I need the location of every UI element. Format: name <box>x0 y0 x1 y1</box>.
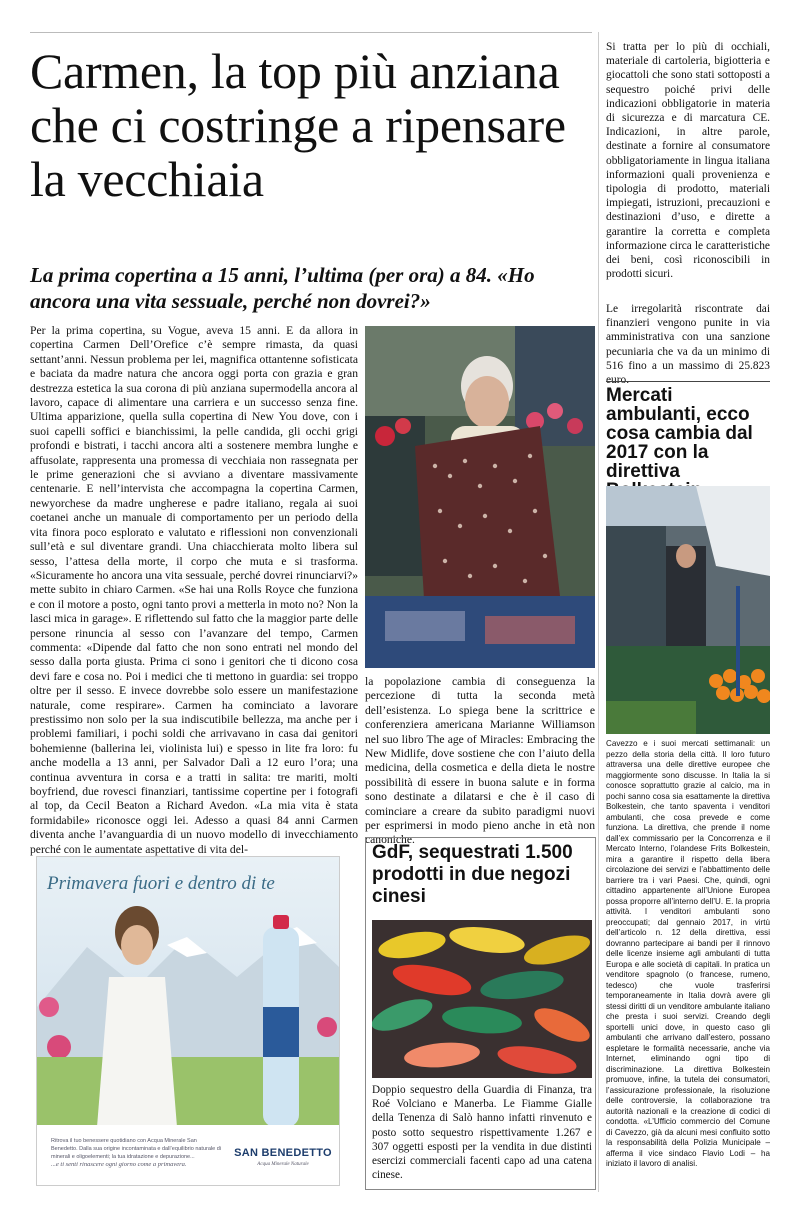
main-subheadline: La prima copertina a 15 anni, l’ultima (per ora) a 84. «Ho ancora una vita sessuale, perché non dovrei?» <box>30 263 535 313</box>
ad-tagline: ...e ti senti rinascere ogni giorno come a primavera. <box>51 1161 187 1168</box>
sidebar-rule <box>606 381 770 382</box>
mercati-body: Cavezzo e i suoi mercati settimanali: un pezzo della storia della città. Il loro futuro attraversa una delle direttive europee che maggiormente sono discusse. In Italia la si conosce soprattutto grazie al calcio, ma in pochi sanno cosa sia esattamente la direttiva Bolkestein, che tanto spaventa i venditori ambulanti, che cosa prevede e come funziona. La direttiva, che prende il nome dall’ex commissario per la Concorrenza e il Mercato Interno, l’olandese Frits Bolkestein, mira a garantire il rispetto della libera circolazione dei servizi e l’abbattimento delle barriere tra i vari Paesi. Che, quindi, ogni cittadino appartenente all’Unione Europea possa proporre all’interno dell’U. E. la propria attività. I venditori ambulanti sono preoccupati; dal gennaio 2017, in virtù dell’articolo n. 12 della direttiva, essi dovranno partecipare ai bandi per il rinnovo delle licenze insieme agli ambulanti di tutta Europa e alle società di capitali. In pratica un venditore spagnolo (o francese, rumeno, tedesco) che vuole trasferirsi temporaneamente in Italia dovrà avere gli stessi diritti di un venditore ambulante italiano che presta i suoi servizi. Creando degli sportelli unici dove, in questo caso gli ambulanti che arrivano dall’estero, possano espletare le formalità necessarie, anche via Internet, eliminando ogni tipo di discriminazione. La direttiva Bolkestein promuove, infine, la tutela dei consumatori, l’assicurazione professionale, la risoluzione delle controversie, la collaborazione tra autorità nazionali e la creazione di codici di condotta. «L’Ufficio commercio del Comune di Cavezzo, già da alcuni mesi confluito sotto la responsabilità della Polizia Municipale – afferma il vice sindaco Flavio Lodi – ha iniziato il lavoro di analisi. <box>606 739 770 1168</box>
gdf-headline: GdF, sequestrati 1.500 prodotti in due negozi cinesi <box>372 842 573 907</box>
ad-brand-sub: Acqua Minerale Naturale <box>257 1162 309 1167</box>
ad-headline: Primavera fuori e dentro di te <box>47 873 275 894</box>
advertisement-san-benedetto[interactable] <box>36 856 340 1186</box>
ad-brand-logo: SAN BENEDETTO <box>234 1147 332 1159</box>
main-headline: Carmen, la top più anziana che ci costringe a ripensare la vecchiaia <box>30 43 566 207</box>
sidebar-second-text: Le irregolarità riscontrate dai finanzieri vengono punite in via amministrativa con una sanzione pecuniaria che va da un minimo di 516 fino a un massimo di 25.823 <box>606 303 770 372</box>
gdf-body: Doppio sequestro della Guardia di Finanza, tra Roé Volciano e Manerba. Le Fiamme Gialle della Tenenza di Salò hanno infatti rinvenuto e posto sotto sequestro rispettivamente 1.267 e 307 oggetti esposti per la vendita in due distinti esercizi commerciali facenti capo ad una catena cinese. <box>372 1084 592 1182</box>
main-body-column-2: la popolazione cambia di conseguenza la percezione di tutta la seconda metà dell’esistenza. Lo spiega bene la scrittrice e conferenziera americana Marianne Williamson nel suo libro The age of Miracles: Embracing the New Midlife, dove sostiene che con l’aiuto della medicina, della cosmetica e della dieta le nostre possibilità di essere in buona salute e in forma sono destinate a dilatarsi e che è il caso di cominciare a creare da subito paradigmi nuovi per esprimersi in modo pieno anche in età non canoniche. <box>365 675 595 847</box>
mercati-headline: Mercati ambulanti, ecco cosa cambia dal 2017 con la direttiva <box>606 385 753 482</box>
column-divider <box>598 32 599 1192</box>
ad-fine-print: Ritrova il tuo benessere quotidiano con Acqua Minerale San Benedetto. Dalla sua origine incontaminata e dall’equilibrio naturale di minerali e oligoelementi; la tua idratazione e depurazione... <box>51 1138 221 1160</box>
photo-flip-flops <box>372 920 592 1078</box>
photo-market-stall <box>606 486 770 734</box>
top-rule <box>30 32 592 33</box>
sidebar-top-text: Si tratta per lo più di occhiali, materiale di cartoleria, bigiotteria e giocattoli che sono stati sottoposti a sequestro poiché privi delle indicazioni obbligatorie in materia di sicurezza e di marcatura CE. Indicazioni, in altre parole, destinate a fornire al consumatore obbligatoriamente in lingua italiana informazioni quali provenienza e tipologia di prodotto, materiali impiegati, istruzioni, precauzioni e destinazioni d’uso, e dirette a garantire la corretta e completa informazione circa le caratteristiche dei beni, così riconoscibili in prodotti sicuri. <box>606 41 770 281</box>
photo-woman-holding-blouse <box>365 326 595 668</box>
main-body-column-1: Per la prima copertina, su Vogue, aveva 15 anni. E da allora in copertina Carmen Dell’Orefice c’è sempre rimasta, da quasi settant’anni. Nessun problema per lei, magnifica ottantenne sofisticata e baciata da madre natura che ancora oggi porta con grazia e gran destrezza estetica la sua corona di più anziana supermodella ancora al lavoro, capace di alimentare una carriera e un successo senza fine. Ultima apparizione, quella sulla copertina di New You dove, con i suoi capelli soffici e bianchissimi, la pelle candida, gli occhi grigi profondi e bistrati, i tacchi ancora alti a sostenere membra lunghe e affusolate, rappresenta una promessa di vecchiaia non rassegnata per le prime generazioni che si avviano a diventare massivamente centenarie. E nell’intervista che accompagna la copertina Carmen, newyorchese da madre ungherese e padre italiano, regala ai suoi coetanei anche un manuale di comportamento per un periodo della vita finora poco esplorato e valutato e riflessioni non convenzionali sull’età e sul diventare grandi. Una chiacchierata molto libera sul sesso, l’attesa della morte, il corpo che muta e si trasforma. «Sicuramente ho ancora una vita sessuale, perché dovrei rinunciarvi?» mette subito in chiaro Carmen. «Se hai una Rolls Royce che funziona e con il motore a posto, ogni tanto provi a metterla in moto no? Non la lasci mica in garage». E riflettendo sul fatto che la maggior parte delle persone rinuncia al sesso con l’avanzare del tempo, Carmen commenta: «Dipende dal fatto che non sono entrati nel mondo del sesso dalla porta giusta. Prima ci sono i genitori che ti dicono cosa devi fare e cosa no. Poi i medici che ti mettono in guardia: sei troppo oltre per il sesso. E invece dovrebbe solo essere un manifestazione naturale, come respirare». Carmen ha cominciato a lavorare prestissimo non solo per la sua indiscutibile bellezza, ma anche per i problemi familiari, i pochi soldi che arrivavano in casa dai genitori bohemienne (ballerina lei, violinista lui) e spesso in lite fra loro: fu anche modella a 13 anni, per Salvador Dalì a 12 euro l’ora; una continua avventura in corsa e a tratti in salita: tre mariti, molti boyfriend, due rovesci finanziari, tantissime copertine per i fotografi al top, da Cecil Beaton a Richard Avedon. «La mia vita è stata formidabile» riconosce oggi lei. Adesso a quasi 84 anni Carmen diventa anche l’avanguardia di un nuovo modello di invecchiamento perché con le aumentate aspettative di vita del- <box>30 324 358 856</box>
